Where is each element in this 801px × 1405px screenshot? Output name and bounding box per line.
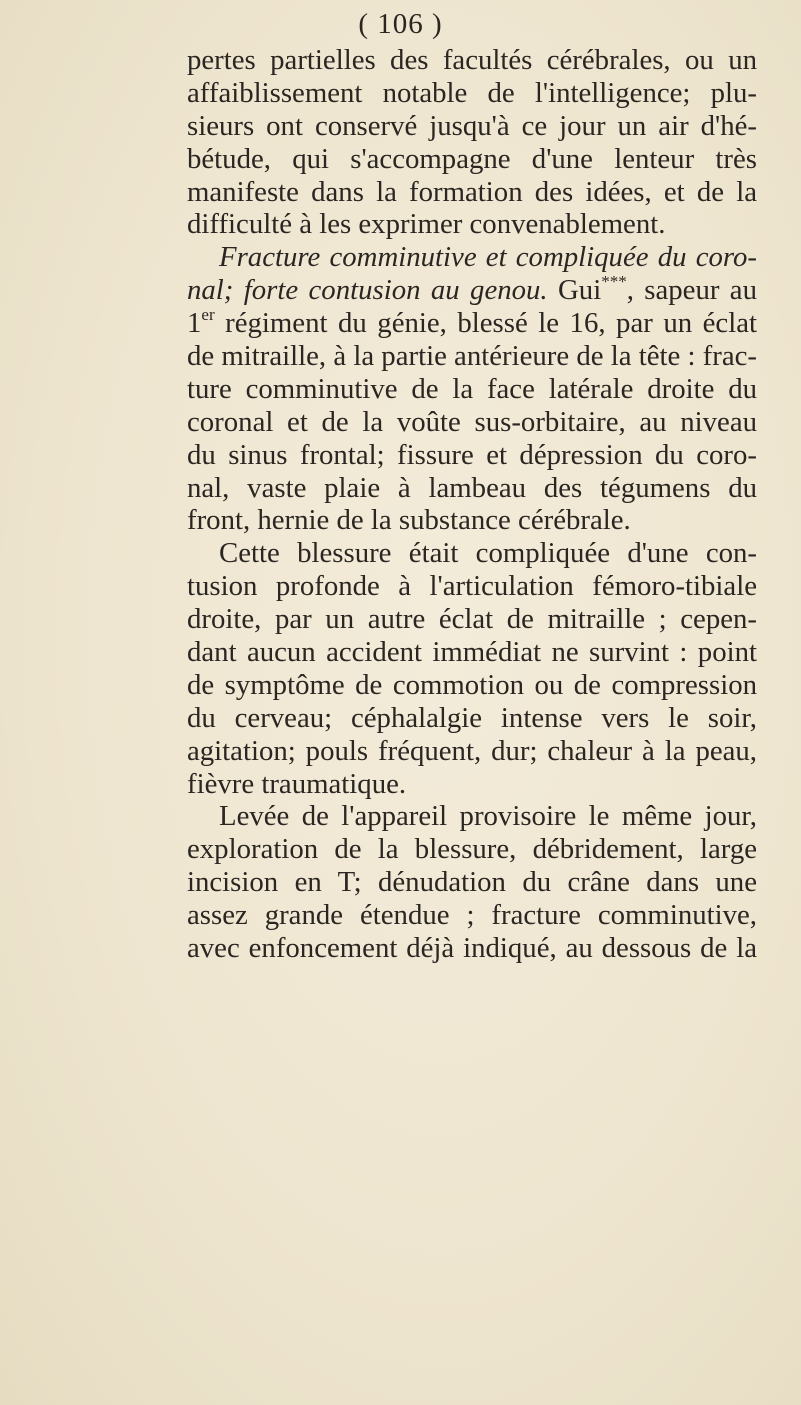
- page-number: ( 106 ): [358, 8, 443, 40]
- text-line: dant aucun accident immédiat ne survint : point: [187, 636, 757, 669]
- text-line: fièvre traumatique.: [187, 767, 407, 800]
- text-line: bétude, qui s'accompagne d'une lenteur très: [187, 142, 757, 175]
- name-elision: ***: [601, 272, 627, 292]
- patient-name: Gui: [547, 274, 602, 307]
- case-heading-italic: nal; forte contusion au genou.: [187, 274, 548, 307]
- text-line: affaiblissement notable de l'intelligence; plu-: [187, 76, 757, 109]
- text-line: front, hernie de la substance cérébrale.: [187, 504, 631, 537]
- text-line: avec enfoncement déjà indiqué, au dessous de la: [187, 932, 757, 965]
- text-line: difficulté à les exprimer convenablement.: [187, 208, 666, 241]
- text-line: assez grande étendue ; fracture comminutive,: [187, 899, 757, 932]
- text-line: de mitraille, à la partie antérieure de la tête : frac-: [187, 340, 758, 373]
- text-line: manifeste dans la formation des idées, et de la: [187, 175, 757, 208]
- text-line: incision en T; dénudation du crâne dans une: [187, 866, 757, 899]
- text-line: tusion profonde à l'articulation fémoro-tibiale: [187, 570, 757, 603]
- case-heading-line: [187, 274, 757, 307]
- text-line: Cette blessure était compliquée d'une con-: [219, 537, 757, 570]
- text-line: Levée de l'appareil provisoire le même jour,: [219, 800, 757, 833]
- text-line: droite, par un autre éclat de mitraille ; cepen-: [187, 603, 757, 636]
- text-line: du cerveau; céphalalgie intense vers le soir,: [187, 701, 757, 734]
- text-line: exploration de la blessure, débridement, large: [187, 833, 757, 866]
- case-heading-line: Fracture comminutive et compliquée du coro-: [219, 241, 757, 274]
- body-text: [187, 44, 757, 965]
- text-line: coronal et de la voûte sus-orbitaire, au niveau: [187, 405, 757, 438]
- text-line: [187, 307, 757, 340]
- ordinal-number: 1: [187, 307, 202, 340]
- text-line: pertes partielles des facultés cérébrales, ou un: [187, 44, 757, 76]
- text-line: sieurs ont conservé jusqu'à ce jour un air d'hé-: [187, 109, 757, 142]
- ordinal-suffix: er: [201, 305, 215, 325]
- text-line: ture comminutive de la face latérale droite du: [187, 372, 757, 405]
- text-line: agitation; pouls fréquent, dur; chaleur à la peau,: [187, 734, 757, 767]
- text-line: de symptôme de commotion ou de compression: [187, 668, 757, 701]
- text-line: nal, vaste plaie à lambeau des tégumens du: [187, 471, 757, 504]
- text-line: du sinus frontal; fissure et dépression du coro-: [187, 438, 757, 471]
- text-fragment: , sapeur au: [626, 274, 757, 307]
- text-fragment: régiment du génie, blessé le 16, par un éclat: [214, 307, 757, 340]
